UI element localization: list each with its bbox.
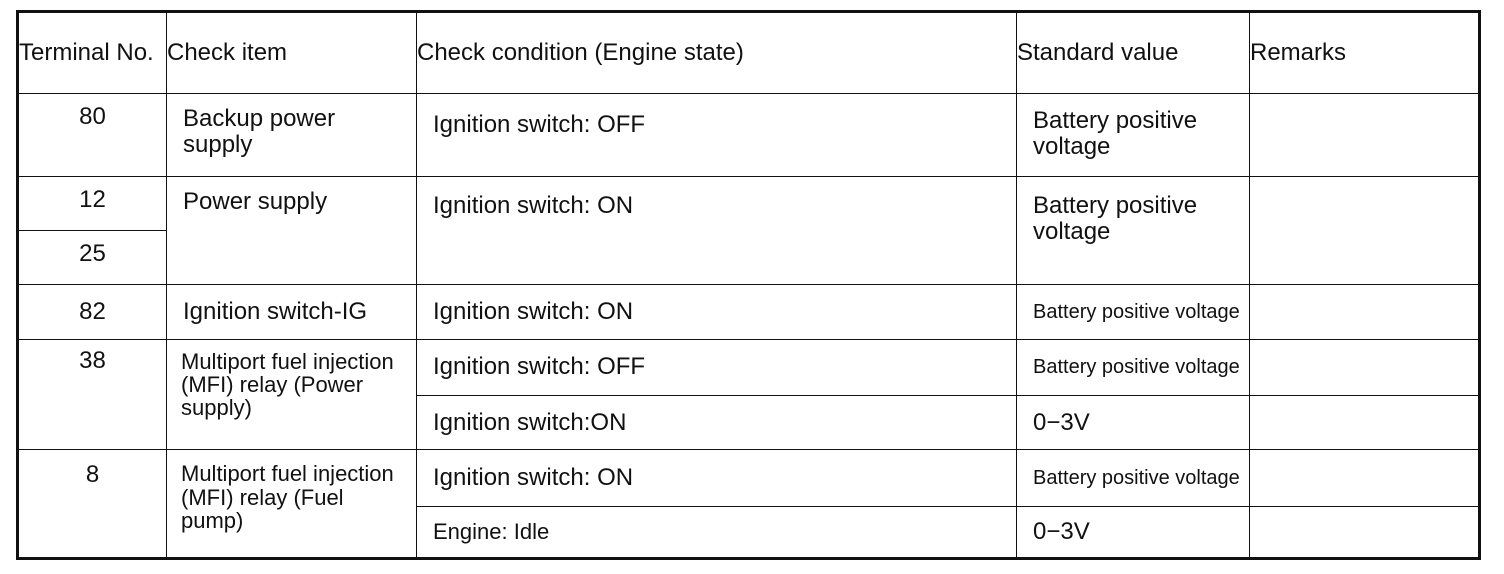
terminal-check-table	[16, 10, 1481, 560]
header-standard-value: Standard value	[1017, 12, 1250, 94]
terminal-cell: 82	[18, 285, 167, 339]
check-condition-cell: Ignition switch: ON	[417, 450, 1017, 506]
check-item-cell: Backup power supply	[167, 94, 417, 176]
check-condition-cell: Ignition switch:ON	[417, 396, 1017, 450]
header-check-item: Check item	[167, 12, 417, 94]
remarks-cell	[1250, 396, 1480, 450]
standard-value-cell: Battery positive voltage	[1017, 176, 1250, 285]
check-item-cell: Multiport fuel injection (MFI) relay (Power supply)	[167, 339, 417, 450]
remarks-cell	[1250, 285, 1480, 339]
standard-value-cell: 0−3V	[1017, 396, 1250, 450]
remarks-cell	[1250, 339, 1480, 395]
check-item-cell: Ignition switch-IG	[167, 285, 417, 339]
check-condition-cell: Ignition switch: OFF	[417, 94, 1017, 176]
terminal-cell: 12	[18, 176, 167, 230]
check-item-cell: Power supply	[167, 176, 417, 285]
header-terminal-no: Terminal No.	[18, 12, 167, 94]
terminal-cell: 38	[18, 339, 167, 450]
standard-value-cell: Battery positive voltage	[1017, 339, 1250, 395]
standard-value-cell: Battery positive voltage	[1017, 285, 1250, 339]
remarks-cell	[1250, 176, 1480, 285]
table-row	[18, 285, 1480, 339]
terminal-cell: 8	[18, 450, 167, 559]
table-row	[18, 94, 1480, 176]
standard-value-cell: Battery positive voltage	[1017, 94, 1250, 176]
check-condition-cell: Ignition switch: ON	[417, 176, 1017, 285]
terminal-cell: 25	[18, 231, 167, 285]
table-row	[18, 339, 1480, 395]
terminal-cell: 80	[18, 94, 167, 176]
remarks-cell	[1250, 506, 1480, 558]
check-condition-cell: Ignition switch: OFF	[417, 339, 1017, 395]
standard-value-cell: 0−3V	[1017, 506, 1250, 558]
header-remarks: Remarks	[1250, 12, 1480, 94]
check-item-cell: Multiport fuel injection (MFI) relay (Fuel pump)	[167, 450, 417, 559]
remarks-cell	[1250, 450, 1480, 506]
table-row	[18, 176, 1480, 230]
standard-value-cell: Battery positive voltage	[1017, 450, 1250, 506]
header-check-condition: Check condition (Engine state)	[417, 12, 1017, 94]
remarks-cell	[1250, 94, 1480, 176]
table-row	[18, 450, 1480, 506]
check-condition-cell: Ignition switch: ON	[417, 285, 1017, 339]
header-row	[18, 12, 1480, 94]
check-condition-cell: Engine: Idle	[417, 506, 1017, 558]
